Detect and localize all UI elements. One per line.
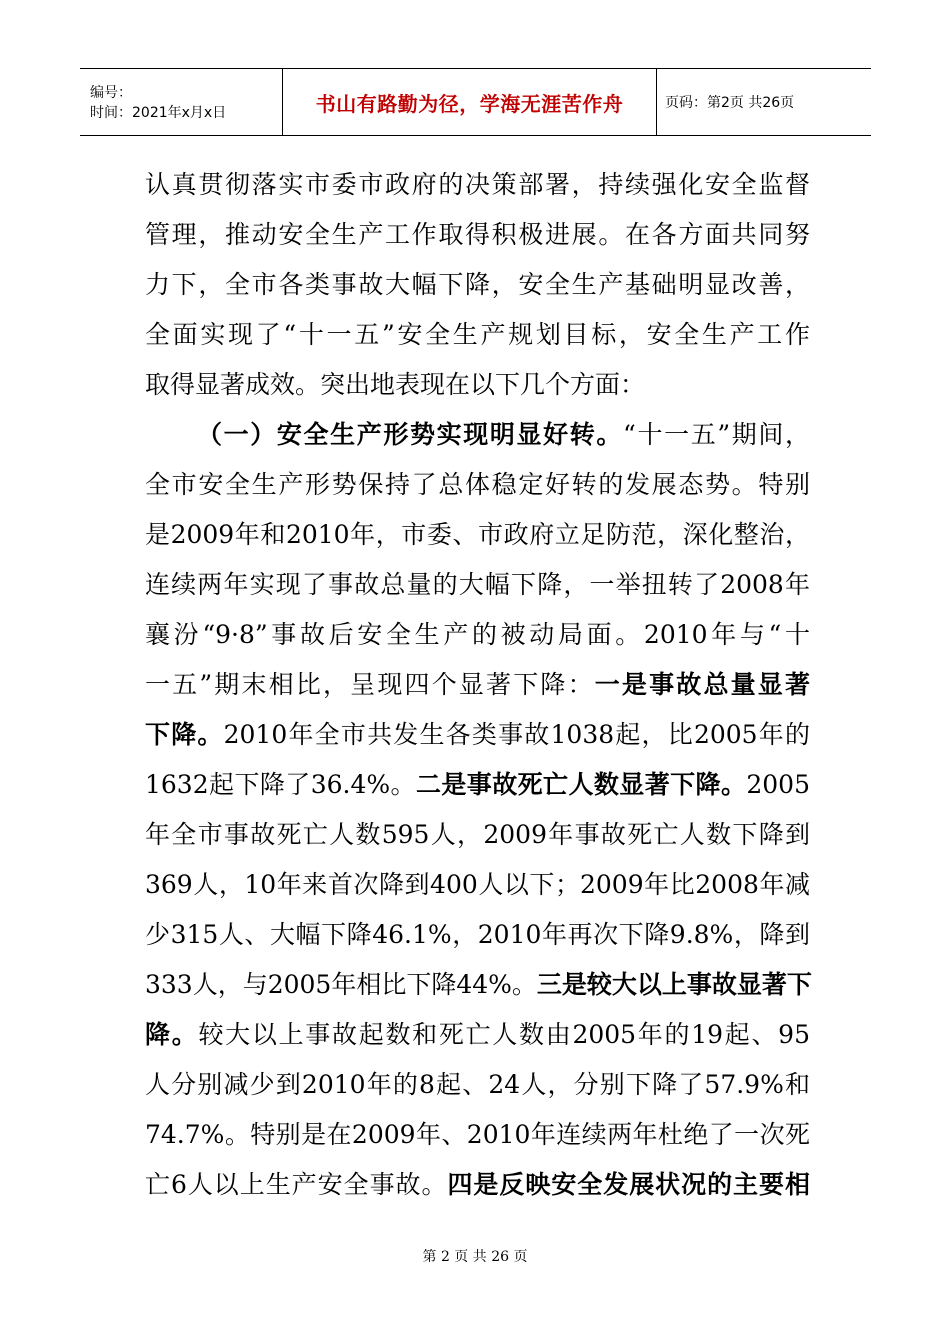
body-line: 333人，与2005年相比下降44%。三是较大以上事故显著下 — [145, 970, 812, 999]
bold-phrase: 三是较大以上事故显著下 — [536, 970, 812, 999]
page-footer — [0, 1246, 950, 1266]
body-line: 亡6人以上生产安全事故。四是反映安全发展状况的主要相 — [145, 1170, 810, 1199]
bold-phrase: 四是反映安全发展状况的主要相 — [447, 1170, 810, 1199]
section-heading-line: （一）安全生产形势实现明显好转。“十一五”期间， — [197, 420, 810, 449]
header-page-cell — [657, 69, 871, 135]
bold-phrase: 一是事故总量显著 — [594, 670, 810, 699]
header-meta — [80, 69, 282, 135]
document-body — [145, 160, 810, 1210]
body-line: 是2009年和2010年，市委、市政府立足防范，深化整治， — [145, 520, 810, 549]
body-line: 1632起下降了36.4%。二是事故死亡人数显著下降。2005 — [145, 770, 810, 799]
header-motto-cell — [282, 69, 657, 135]
body-line: 74.7%。特别是在2009年、2010年连续两年杜绝了一次死 — [145, 1120, 810, 1149]
body-line: 取得显著成效。突出地表现在以下几个方面： — [145, 370, 646, 399]
section-heading: （一）安全生产形势实现明显好转。 — [197, 420, 624, 449]
page-header — [80, 68, 871, 136]
bold-phrase: 下降。 — [145, 720, 224, 749]
body-line: 全市安全生产形势保持了总体稳定好转的发展态势。特别 — [145, 470, 810, 499]
body-line: 全面实现了“十一五”安全生产规划目标，安全生产工作 — [145, 320, 810, 349]
body-line: 力下，全市各类事故大幅下降，安全生产基础明显改善， — [145, 270, 810, 299]
header-motto: 书山有路勤为径，学海无涯苦作舟 — [315, 91, 624, 116]
body-line: 连续两年实现了事故总量的大幅下降，一举扭转了2008年 — [145, 570, 810, 599]
body-line: 年全市事故死亡人数595人，2009年事故死亡人数下降到 — [145, 820, 810, 849]
doc-number-label: 编号： — [90, 85, 132, 101]
body-line: 认真贯彻落实市委市政府的决策部署，持续强化安全监督 — [145, 170, 810, 199]
body-line: 降。较大以上事故起数和死亡人数由2005年的19起、95 — [145, 1020, 810, 1049]
body-line: 一五”期末相比，呈现四个显著下降：一是事故总量显著 — [145, 670, 810, 699]
body-line: 下降。2010年全市共发生各类事故1038起，比2005年的 — [145, 720, 810, 749]
body-line: 少315人、大幅下降46.1%，2010年再次下降9.8%，降到 — [145, 920, 810, 949]
header-page-label: 页码：第2页 共26页 — [665, 95, 795, 111]
body-line: 襄汾“9·8”事故后安全生产的被动局面。2010年与“十 — [145, 620, 810, 649]
body-line: 369人，10年来首次降到400人以下；2009年比2008年减 — [145, 870, 810, 899]
body-line: 人分别减少到2010年的8起、24人，分别下降了57.9%和 — [145, 1070, 810, 1099]
body-line: 管理，推动安全生产工作取得积极进展。在各方面共同努 — [145, 220, 810, 249]
bold-phrase: 降。 — [145, 1020, 199, 1049]
date-label: 时间：2021年x月x日 — [90, 105, 227, 121]
footer-page-number: 第 2 页 共 26 页 — [422, 1249, 528, 1265]
bold-phrase: 二是事故死亡人数显著下降。 — [415, 770, 747, 799]
